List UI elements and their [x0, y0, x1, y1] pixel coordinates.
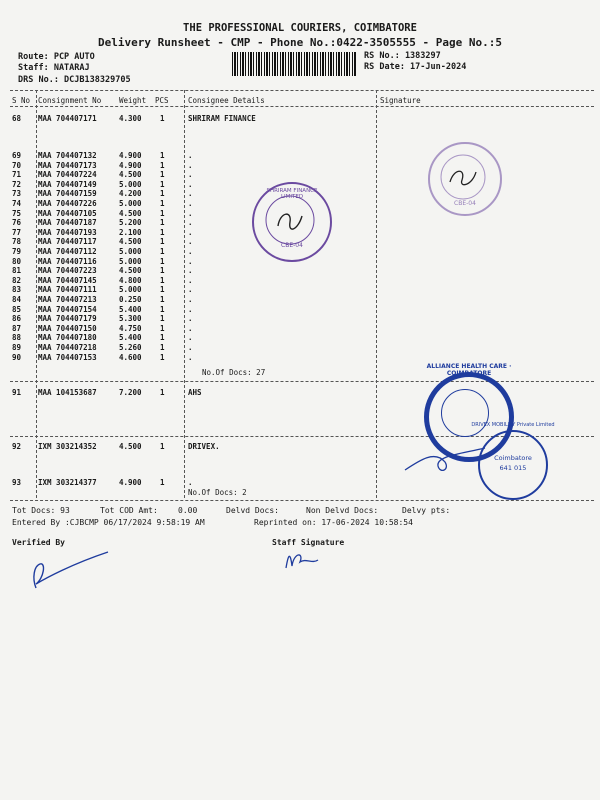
cell-cn: MAA 704407154	[38, 304, 97, 314]
cell-sno: 69	[12, 151, 22, 160]
cell-sno: 78	[12, 237, 22, 247]
cell-wt: 5.000	[119, 285, 142, 295]
cell-cd: .	[188, 285, 193, 295]
cell-cn: MAA 704407150	[38, 323, 97, 333]
cell-cn: MAA 704407193	[38, 227, 97, 237]
cell-cn: MAA 704407179	[38, 314, 97, 324]
table-header-rule	[10, 106, 594, 107]
cell-cd: .	[188, 266, 193, 276]
cell-pcs: 1	[160, 227, 165, 237]
cell-cn: MAA 704407111	[38, 285, 97, 295]
col-header-pcs: PCS	[155, 96, 169, 105]
cell-sno: 90	[12, 352, 22, 362]
cell-wt: 5.000	[119, 199, 142, 208]
cell-cn: MAA 704407187	[38, 218, 97, 228]
stamp-text: SHRIRAM FINANCE LIMITED	[266, 188, 318, 200]
cell-cd: .	[188, 295, 193, 304]
cell-sno: 74	[12, 199, 22, 208]
col-header-weight: Weight	[119, 96, 147, 105]
cell-cn: MAA 704407116	[38, 256, 97, 266]
cell-cn: MAA 704407213	[38, 295, 97, 304]
cell-cd: .	[188, 247, 193, 256]
cell-sno: 73	[12, 189, 22, 199]
entered-by: Entered By :CJBCMP 06/17/2024 9:58:19 AM	[12, 518, 205, 527]
route-label: Route: PCP AUTO	[18, 52, 95, 62]
non-delivered-docs: Non Delvd Docs:	[306, 506, 379, 515]
cell-wt: 4.750	[119, 323, 142, 333]
cell-sno: 70	[12, 160, 22, 170]
cell-wt: 5.260	[119, 343, 142, 352]
cell-wt: 4.500	[119, 266, 142, 276]
col-header-sno: S No	[12, 96, 31, 105]
total-cod-label: Tot COD Amt:	[100, 506, 158, 515]
cell-pcs: 1	[160, 179, 165, 189]
cell-pcs: 1	[160, 352, 165, 362]
rs-date: RS Date: 17-Jun-2024	[364, 62, 467, 72]
staff-signature-label: Staff Signature	[272, 538, 345, 547]
company-title: THE PROFESSIONAL COURIERS, COIMBATORE	[183, 22, 417, 34]
cell-cd: .	[188, 179, 193, 189]
cell-sno: 86	[12, 314, 22, 324]
cell-pcs: 1	[160, 170, 165, 180]
cell-cn: MAA 104153687	[38, 388, 97, 397]
cell-sno: 72	[12, 179, 22, 189]
cell-cn: MAA 704407112	[38, 247, 97, 256]
cell-sno: 68	[12, 114, 22, 123]
cell-cd: .	[188, 189, 193, 199]
stamp-pin: 641 015	[499, 464, 527, 472]
cell-wt: 0.250	[119, 295, 142, 304]
cell-wt: 5.200	[119, 218, 142, 228]
cell-cn: MAA 704407159	[38, 189, 97, 199]
cell-wt: 7.200	[119, 388, 142, 397]
cell-cd: .	[188, 275, 193, 285]
cell-pcs: 1	[160, 333, 165, 343]
cell-pcs: 1	[160, 218, 165, 228]
cell-wt: 4.500	[119, 208, 142, 218]
staff-signature	[282, 546, 322, 574]
cell-pcs: 1	[160, 304, 165, 314]
runsheet-title: Delivery Runsheet - CMP - Phone No.:0422-3505555 - Page No.:5	[98, 36, 502, 49]
cell-sno: 88	[12, 333, 22, 343]
cell-pcs: 1	[160, 266, 165, 276]
verified-by-label: Verified By	[12, 538, 65, 547]
cell-wt: 4.600	[119, 352, 142, 362]
cell-cn: MAA 704407173	[38, 160, 97, 170]
cell-cn: MAA 704407218	[38, 343, 97, 352]
cell-cd: .	[188, 170, 193, 180]
cell-cd: .	[188, 160, 193, 170]
col-header-consignee: Consignee Details	[188, 96, 265, 105]
cell-wt: 2.100	[119, 227, 142, 237]
verifier-signature	[22, 548, 112, 592]
cell-sno: 89	[12, 343, 22, 352]
stamp-text: DRIVEX MOBILITY Private Limited	[471, 422, 555, 428]
stamp-inner	[441, 389, 489, 437]
cell-pcs: 1	[160, 285, 165, 295]
total-cod-value: 0.00	[178, 506, 198, 515]
cell-cn: MAA 704407145	[38, 275, 97, 285]
doc-count: No.Of Docs: 27	[202, 368, 266, 377]
cell-wt: 4.200	[119, 189, 142, 199]
group-rule	[10, 381, 594, 382]
cell-wt: 5.000	[119, 247, 142, 256]
cell-sno: 92	[12, 442, 22, 451]
cell-pcs: 1	[160, 295, 165, 304]
cell-wt: 4.500	[119, 442, 142, 451]
barcode	[232, 52, 357, 76]
cell-cn: MAA 704407226	[38, 199, 97, 208]
cell-cd: .	[188, 218, 193, 228]
cell-cn: MAA 704407180	[38, 333, 97, 343]
cell-sno: 79	[12, 247, 22, 256]
cell-cn: MAA 704407171	[38, 114, 97, 123]
shriram-finance-stamp-faint	[428, 142, 502, 216]
table-top-rule	[10, 90, 594, 91]
cell-cn: MAA 704407132	[38, 151, 97, 160]
stamp-code: CBE-04	[281, 242, 303, 249]
cell-pcs: 1	[160, 237, 165, 247]
staff-label: Staff: NATARAJ	[18, 63, 90, 73]
cell-cd: .	[188, 208, 193, 218]
cell-cd: DRIVEX.	[188, 442, 220, 451]
cell-cd: .	[188, 323, 193, 333]
reprinted-on: Reprinted on: 17-06-2024 10:58:54	[254, 518, 413, 527]
drs-number: DRS No.: DCJB138329705	[18, 75, 131, 85]
cell-wt: 4.800	[119, 275, 142, 285]
cell-cd: .	[188, 256, 193, 266]
cell-wt: 4.500	[119, 237, 142, 247]
stamp-text: ALLIANCE HEALTH CARE · COIMBATORE	[426, 363, 512, 377]
col-header-consignment: Consignment No	[38, 96, 102, 105]
cell-cn: IXM 303214377	[38, 478, 97, 487]
cell-wt: 4.300	[119, 114, 142, 123]
cell-cn: MAA 704407105	[38, 208, 97, 218]
cell-pcs: 1	[160, 256, 165, 266]
col-header-signature: Signature	[380, 96, 421, 105]
cell-cn: MAA 704407153	[38, 352, 97, 362]
consignee-signature	[400, 440, 490, 480]
cell-pcs: 1	[160, 208, 165, 218]
cell-pcs: 1	[160, 442, 165, 451]
cell-cd: SHRIRAM FINANCE	[188, 114, 256, 123]
table-bottom-rule	[10, 500, 594, 501]
cell-sno: 84	[12, 295, 22, 304]
cell-sno: 81	[12, 266, 22, 276]
stamp-code: CBE-04	[454, 200, 476, 207]
cell-pcs: 1	[160, 314, 165, 324]
cell-sno: 80	[12, 256, 22, 266]
cell-sno: 82	[12, 275, 22, 285]
cell-cn: IXM 303214352	[38, 442, 97, 451]
cell-pcs: 1	[160, 343, 165, 352]
cell-wt: 4.900	[119, 478, 142, 487]
cell-pcs: 1	[160, 323, 165, 333]
cell-wt: 5.300	[119, 314, 142, 324]
cell-wt: 5.400	[119, 333, 142, 343]
cell-pcs: 1	[160, 189, 165, 199]
cell-pcs: 1	[160, 114, 165, 123]
cell-pcs: 1	[160, 247, 165, 256]
doc-count: No.Of Docs: 2	[188, 488, 247, 497]
cell-sno: 85	[12, 304, 22, 314]
cell-sno: 91	[12, 388, 22, 397]
stamp-city: Coimbatore	[494, 454, 532, 462]
cell-wt: 5.000	[119, 256, 142, 266]
cell-cn: MAA 704407149	[38, 179, 97, 189]
cell-cd: .	[188, 314, 193, 324]
cell-sno: 71	[12, 170, 22, 180]
cell-pcs: 1	[160, 151, 165, 160]
cell-cn: MAA 704407224	[38, 170, 97, 180]
cell-pcs: 1	[160, 160, 165, 170]
cell-cd: .	[188, 304, 193, 314]
cell-sno: 76	[12, 218, 22, 228]
cell-cd: .	[188, 237, 193, 247]
cell-pcs: 1	[160, 478, 165, 487]
cell-cn: MAA 704407223	[38, 266, 97, 276]
cell-pcs: 1	[160, 388, 165, 397]
cell-cd: .	[188, 199, 193, 208]
cell-wt: 5.000	[119, 179, 142, 189]
cell-sno: 77	[12, 227, 22, 237]
cell-sno: 87	[12, 323, 22, 333]
cell-cd: .	[188, 333, 193, 343]
cell-wt: 4.900	[119, 160, 142, 170]
cell-wt: 4.500	[119, 170, 142, 180]
cell-cd: .	[188, 343, 193, 352]
cell-sno: 75	[12, 208, 22, 218]
total-docs: Tot Docs: 93	[12, 506, 70, 515]
cell-wt: 4.900	[119, 151, 142, 160]
cell-cn: MAA 704407117	[38, 237, 97, 247]
cell-pcs: 1	[160, 199, 165, 208]
cell-cd: AHS	[188, 388, 202, 397]
cell-sno: 93	[12, 478, 22, 487]
cell-cd: .	[188, 151, 193, 160]
shriram-finance-stamp	[252, 182, 332, 262]
cell-cd: .	[188, 227, 193, 237]
cell-cd: .	[188, 478, 193, 487]
cell-wt: 5.400	[119, 304, 142, 314]
cell-sno: 83	[12, 285, 22, 295]
cell-pcs: 1	[160, 275, 165, 285]
rs-number: RS No.: 1383297	[364, 51, 441, 61]
delivered-docs: Delvd Docs:	[226, 506, 279, 515]
delivery-points: Delvy pts:	[402, 506, 451, 515]
cell-cd: .	[188, 352, 193, 362]
